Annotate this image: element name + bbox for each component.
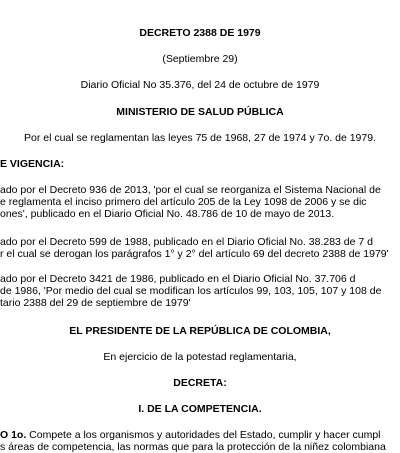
note-line: ones', publicado en el Diario Oficial No. 48.786 de 10 de mayo de 2013. xyxy=(0,208,335,220)
president-heading: EL PRESIDENTE DE LA REPÚBLICA DE COLOMBIA, xyxy=(69,325,331,337)
note-line: ado por el Decreto 936 de 2013, 'por el cual se reorganiza el Sistema Nacional de xyxy=(0,184,381,196)
article-line: s áreas de competencia, las normas que para la protección de la niñez colombiana xyxy=(0,441,386,453)
note-line: ado por el Decreto 3421 de 1986, publicado en el Diario Oficial No. 37.706 d xyxy=(0,273,356,285)
authority-line: En ejercicio de la potestad reglamentaria, xyxy=(103,351,297,363)
validity-heading: E VIGENCIA: xyxy=(0,158,65,170)
decree-publication: Diario Oficial No 35.376, del 24 de octubre de 1979 xyxy=(80,79,320,91)
decreta-heading: DECRETA: xyxy=(173,377,227,389)
note-line: de 1986, 'Por medio del cual se modifican los artículos 99, 103, 105, 107 y 108 de xyxy=(0,285,382,297)
note-line: r el cual se derogan los parágrafos 1° y 2° del artículo 69 del decreto 2388 de 1979' xyxy=(0,248,389,260)
note-line: e reglamenta el inciso primero del artículo 205 de la Ley 1098 de 2006 y se dic xyxy=(0,196,367,208)
ministry-heading: MINISTERIO DE SALUD PÚBLICA xyxy=(116,106,284,118)
decree-summary: Por el cual se reglamentan las leyes 75 de 1968, 27 de 1974 y 7o. de 1979. xyxy=(24,132,376,144)
section-title: I. DE LA COMPETENCIA. xyxy=(138,403,262,415)
note-line: tario 2388 del 29 de septiembre de 1979' xyxy=(0,297,191,309)
article-label: O 1o. xyxy=(0,429,27,441)
article-text: Compete a los organismos y autoridades del Estado, cumplir y hacer cumpl xyxy=(26,429,381,441)
decree-date: (Septiembre 29) xyxy=(162,53,238,65)
article-line xyxy=(0,429,381,441)
decree-title: DECRETO 2388 DE 1979 xyxy=(139,27,261,39)
note-line: ado por el Decreto 599 de 1988, publicado en el Diario Oficial No. 38.283 de 7 d xyxy=(0,236,373,248)
